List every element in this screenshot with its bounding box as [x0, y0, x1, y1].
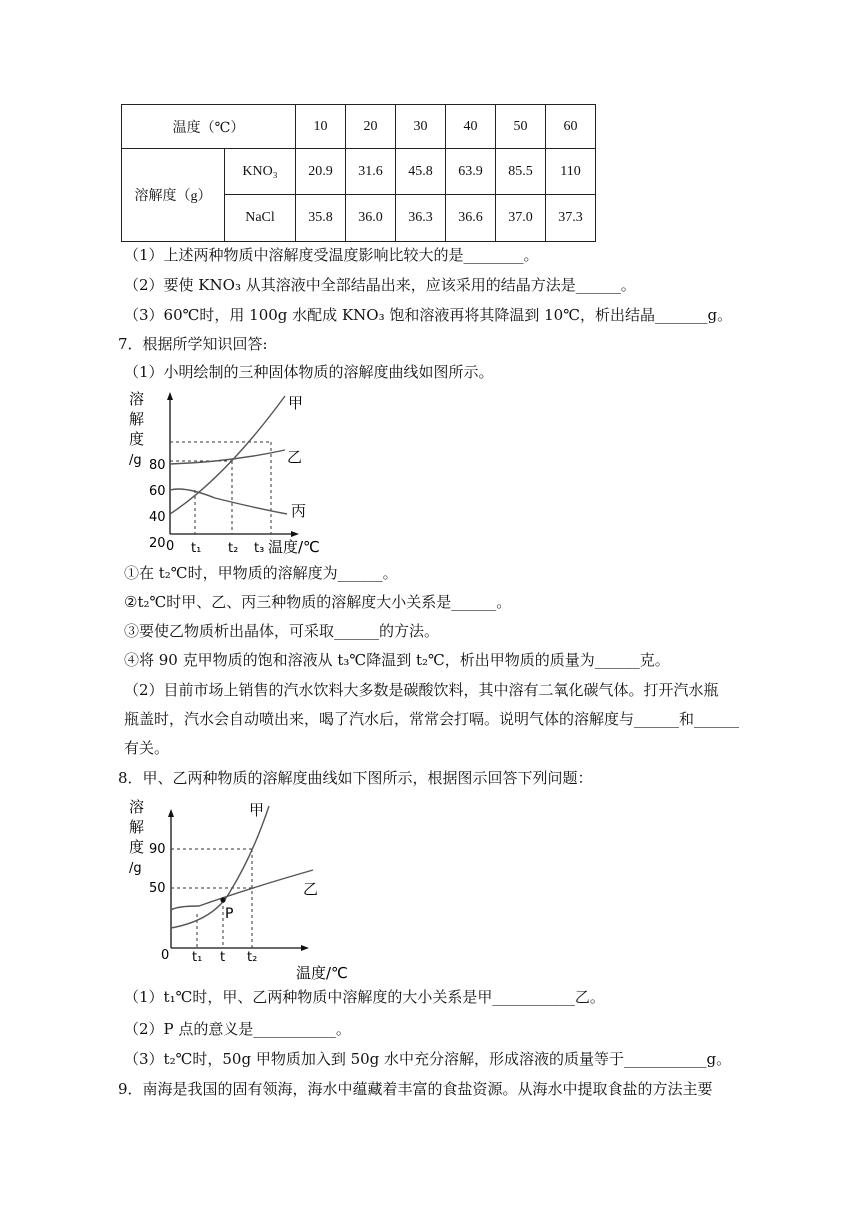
q7-answer-3: ③要使乙物质析出晶体，可采取______的方法。: [124, 622, 440, 640]
q7-part-2-line-3: 有关。: [124, 739, 170, 757]
q8-item-1: （1）t₁℃时，甲、乙两种物质中溶解度的大小关系是甲___________乙。: [124, 988, 605, 1006]
table-cell: 110: [546, 149, 596, 195]
temp-cell: 60: [546, 105, 596, 149]
q7-series-bing: 丙: [291, 502, 307, 520]
q7-part-2-line-1: （2）目前市场上销售的汽水饮料大多数是碳酸饮料，其中溶有二氧化碳气体。打开汽水瓶: [124, 681, 719, 699]
solubility-label: 溶解度（g）: [122, 149, 225, 242]
q7-part-1: （1）小明绘制的三种固体物质的溶解度曲线如图所示。: [124, 363, 494, 381]
table-cell: 36.3: [396, 195, 446, 242]
table-cell: 37.0: [496, 195, 546, 242]
q7-xtick-t2: t₂: [228, 541, 239, 556]
q7-ylabel-4: /g: [129, 453, 142, 468]
substance-name: KNO₃: [225, 149, 296, 195]
q8-point-label: P: [225, 906, 234, 922]
table-cell: 45.8: [396, 149, 446, 195]
temp-header: 温度（℃）: [122, 105, 296, 149]
q8-curve-yi: [171, 870, 313, 910]
temp-cell: 20: [346, 105, 396, 149]
solubility-table: [121, 104, 596, 242]
q7-series-yi: 乙: [287, 448, 303, 466]
q8-solubility-chart: [125, 794, 365, 984]
q8-point-p: [220, 897, 225, 902]
q8-xtick-t2: t₂: [247, 950, 258, 965]
q7-curve-jia: [170, 396, 285, 514]
q7-ytick-40: 40: [149, 510, 166, 525]
q8-title: 8．甲、乙两种物质的溶解度曲线如下图所示，根据图示回答下列问题：: [118, 769, 593, 787]
table-cell: 31.6: [346, 149, 396, 195]
q7-xtick-t1: t₁: [191, 541, 202, 556]
temp-cell: 10: [296, 105, 346, 149]
q8-ytick-90: 90: [149, 842, 166, 857]
q6-item-1: （1）上述两种物质中溶解度受温度影响比较大的是________。: [124, 246, 539, 264]
q7-ylabel-2: 解: [129, 410, 145, 428]
table-cell: 85.5: [496, 149, 546, 195]
substance-name: NaCl: [225, 195, 296, 242]
q8-x-arrow: [301, 945, 309, 951]
q6-item-2: （2）要使 KNO₃ 从其溶液中全部结晶出来，应该采用的结晶方法是______。: [124, 276, 636, 294]
q8-y-arrow: [168, 809, 174, 817]
q7-ytick-80: 80: [149, 458, 166, 473]
q7-series-jia: 甲: [288, 394, 304, 412]
table-cell: 37.3: [546, 195, 596, 242]
q8-ylabel-1: 溶: [129, 798, 145, 816]
table-cell: 63.9: [446, 149, 496, 195]
q7-answer-4: ④将 90 克甲物质的饱和溶液从 t₃℃降温到 t₂℃，析出甲物质的质量为______克。: [124, 651, 670, 669]
q8-origin: 0: [161, 948, 170, 963]
q7-ytick-20: 20: [149, 536, 166, 551]
q7-solubility-chart: [125, 386, 335, 560]
q8-item-2: （2）P 点的意义是___________。: [124, 1020, 351, 1038]
q7-answer-1: ①在 t₂℃时，甲物质的溶解度为______。: [124, 564, 398, 582]
temp-cell: 30: [396, 105, 446, 149]
table-cell: 36.6: [446, 195, 496, 242]
q7-curve-yi: [170, 450, 285, 464]
q8-ytick-50: 50: [149, 881, 166, 896]
q7-y-arrow: [167, 392, 173, 400]
q6-item-3: （3）60℃时，用 100g 水配成 KNO₃ 饱和溶液再将其降温到 10℃，析出结晶_______g。: [124, 306, 733, 324]
q7-ylabel-3: 度: [129, 430, 145, 448]
q7-ylabel-1: 溶: [129, 390, 145, 408]
table-cell: 36.0: [346, 195, 396, 242]
q9-title: 9．南海是我国的固有领海，海水中蕴藏着丰富的食盐资源。从海水中提取食盐的方法主要: [118, 1080, 713, 1098]
q8-series-yi: 乙: [303, 880, 319, 898]
q8-ylabel-3: 度: [129, 838, 145, 856]
table-cell: 35.8: [296, 195, 346, 242]
q7-answer-2: ②t₂℃时甲、乙、丙三种物质的溶解度大小关系是______。: [124, 593, 512, 611]
q8-ylabel-4: /g: [129, 861, 142, 876]
q7-part-2-line-2: 瓶盖时，汽水会自动喷出来，喝了汽水后，常常会打嗝。说明气体的溶解度与______和______: [124, 710, 740, 728]
q7-ytick-60: 60: [149, 484, 166, 499]
q7-origin: 0: [166, 539, 175, 554]
temp-cell: 40: [446, 105, 496, 149]
q8-xlabel: 温度/℃: [296, 964, 348, 982]
table-cell: 20.9: [296, 149, 346, 195]
q8-ylabel-2: 解: [129, 818, 145, 836]
q7-xtick-t3: t₃: [254, 541, 265, 556]
q7-xlabel: 温度/℃: [268, 538, 320, 556]
q8-xtick-t1: t₁: [192, 950, 203, 965]
q8-item-3: （3）t₂℃时，50g 甲物质加入到 50g 水中充分溶解，形成溶液的质量等于___________g。: [124, 1050, 732, 1068]
temp-cell: 50: [496, 105, 546, 149]
q7-x-arrow: [291, 531, 299, 537]
q8-series-jia: 甲: [249, 801, 265, 819]
q7-title: 7．根据所学知识回答:: [118, 335, 268, 353]
q8-guide-lines: [171, 849, 252, 948]
q8-curve-jia: [171, 806, 269, 928]
q8-xtick-t: t: [220, 950, 226, 965]
